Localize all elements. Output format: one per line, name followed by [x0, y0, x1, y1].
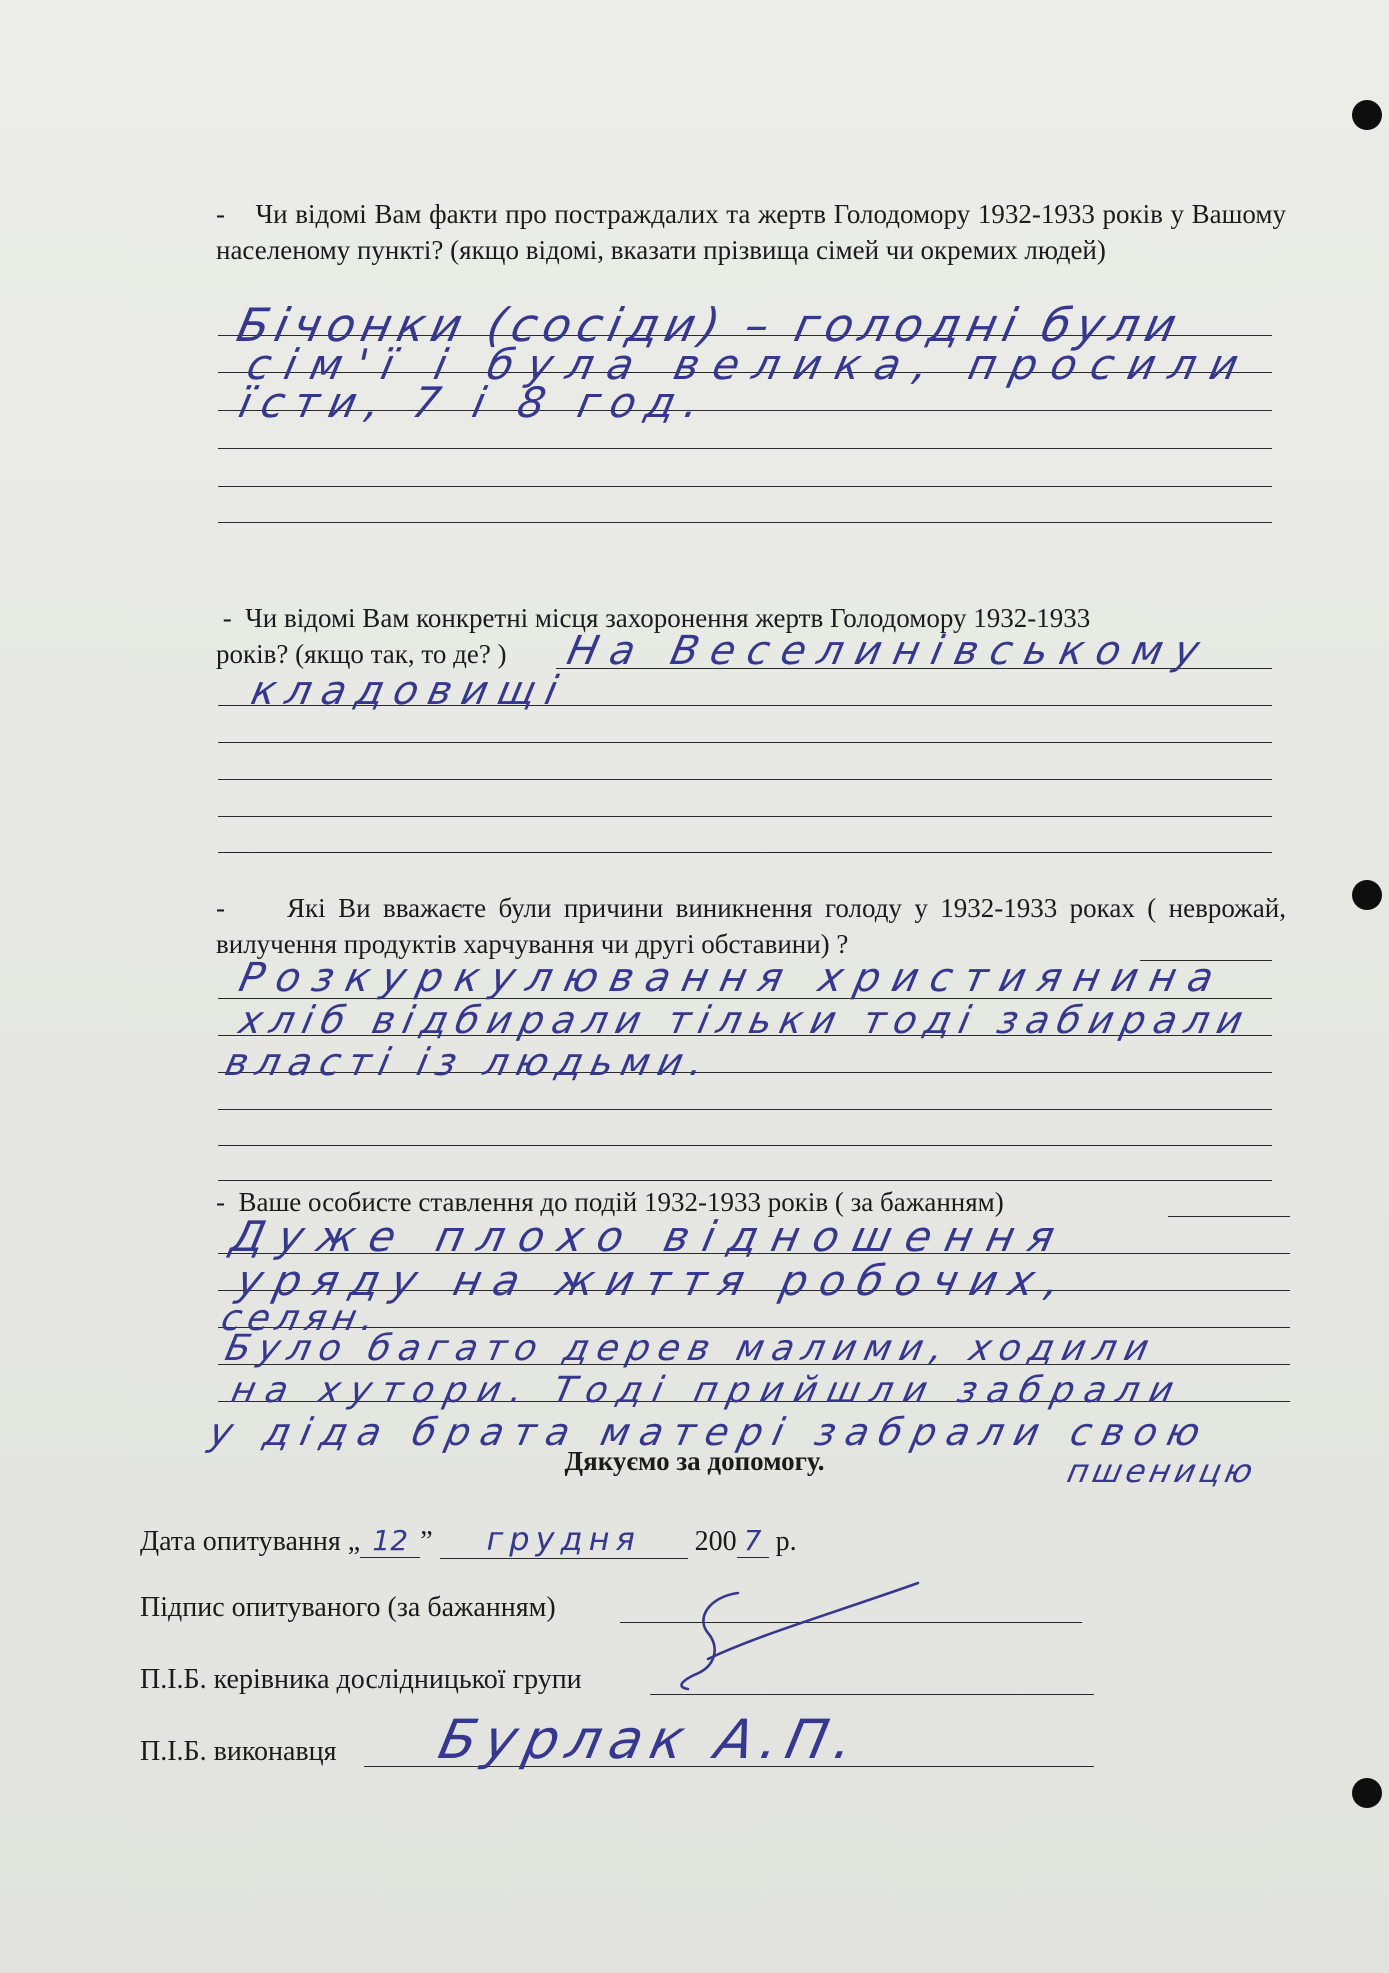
- answer-1-text-2: сім'ї і була велика, просили: [242, 340, 1257, 389]
- survey-date-day: 12: [360, 1524, 420, 1558]
- answer-4-text-5: на хутори. Тоді прийшли забрали: [227, 1370, 1188, 1411]
- question-1-text: Чи відомі Вам факти про постраждалих та жертв Голодомору 1932-1933 років у Вашому населеному пункті? (якщо відомі, вказати прізвища сімей чи окремих людей): [216, 199, 1286, 265]
- question-2-text-2: років? (якщо так, то де? ): [216, 639, 507, 669]
- answer-2-text-1: На Веселинівському: [563, 628, 1216, 674]
- executor-label: П.І.Б. виконавця: [140, 1736, 337, 1767]
- answer-4-text-3: селян.: [217, 1298, 384, 1339]
- punch-hole-bottom: [1352, 1778, 1382, 1808]
- punch-hole-middle: [1352, 880, 1382, 910]
- answer-2-line-5: [218, 816, 1272, 817]
- answer-4-line-1: [1168, 1216, 1290, 1217]
- answer-1-line-4: [218, 448, 1272, 449]
- answer-4-text-4: Було багато дерев малими, ходили: [221, 1328, 1161, 1369]
- question-1-dash: -: [216, 199, 225, 229]
- survey-date-label: Дата опитування „: [140, 1526, 361, 1557]
- survey-date-year-digit: 7: [737, 1524, 769, 1558]
- answer-2-line-3: [218, 742, 1272, 743]
- answer-4-text-2: уряду на життя робочих,: [232, 1256, 1077, 1305]
- answer-2-text-2: кладовищі: [247, 668, 572, 714]
- thanks-text: Дякуємо за допомогу.: [564, 1446, 825, 1476]
- question-4-dash: -: [216, 1187, 225, 1217]
- answer-3-text-3: власті із людьми.: [221, 1040, 716, 1084]
- answer-2-line-4: [218, 779, 1272, 780]
- survey-date-quote: ”: [420, 1526, 433, 1557]
- answer-3-text-2: хліб відбирали тільки тоді забирали: [235, 998, 1255, 1042]
- question-3-text: Які Ви вважаєте були причини виникнення голоду у 1932-1933 роках ( неврожай, вилучення продуктів харчування чи другі обставини) ?: [216, 893, 1286, 959]
- answer-4-text-1: Дуже плохо відношення: [226, 1212, 1073, 1261]
- answer-3-line-7: [218, 1180, 1272, 1181]
- answer-4-text-6: у діда брата матері забрали свою: [205, 1410, 1215, 1454]
- answer-1-text-1: Бічонки (сосіди) – голодні були: [232, 298, 1188, 352]
- answer-3-line-6: [218, 1145, 1272, 1146]
- answer-3-line-5: [218, 1109, 1272, 1110]
- question-1: [216, 196, 1286, 268]
- question-3: [216, 890, 1286, 962]
- question-4-text: Ваше особисте ставлення до подій 1932-1933 років ( за бажанням): [238, 1187, 1004, 1217]
- answer-1-line-5: [218, 486, 1272, 487]
- answer-3-text-1: Розкуркулювання християнина: [235, 955, 1230, 1001]
- group-leader-label: П.І.Б. керівника дослідницької групи: [140, 1664, 582, 1695]
- executor-name: Бурлак А.П.: [433, 1708, 868, 1771]
- answer-2-line-6: [218, 852, 1272, 853]
- question-3-dash: -: [216, 893, 225, 923]
- answer-4-text-7: пшеницю: [1063, 1452, 1261, 1490]
- answer-1-text-3: їсти, 7 і 8 год.: [234, 378, 714, 427]
- survey-date-row: [140, 1520, 797, 1559]
- survey-date-year-prefix: 200: [694, 1526, 737, 1557]
- survey-date-suffix: р.: [775, 1526, 797, 1557]
- punch-hole-top: [1352, 100, 1382, 130]
- question-2-dash: -: [222, 603, 232, 633]
- respondent-signature-label: Підпис опитуваного (за бажанням): [140, 1592, 556, 1623]
- survey-date-month: грудня: [440, 1520, 688, 1559]
- answer-1-line-6: [218, 522, 1272, 523]
- question-2-text-1: Чи відомі Вам конкретні місця захоронення жертв Голодомору 1932-1933: [245, 603, 1091, 633]
